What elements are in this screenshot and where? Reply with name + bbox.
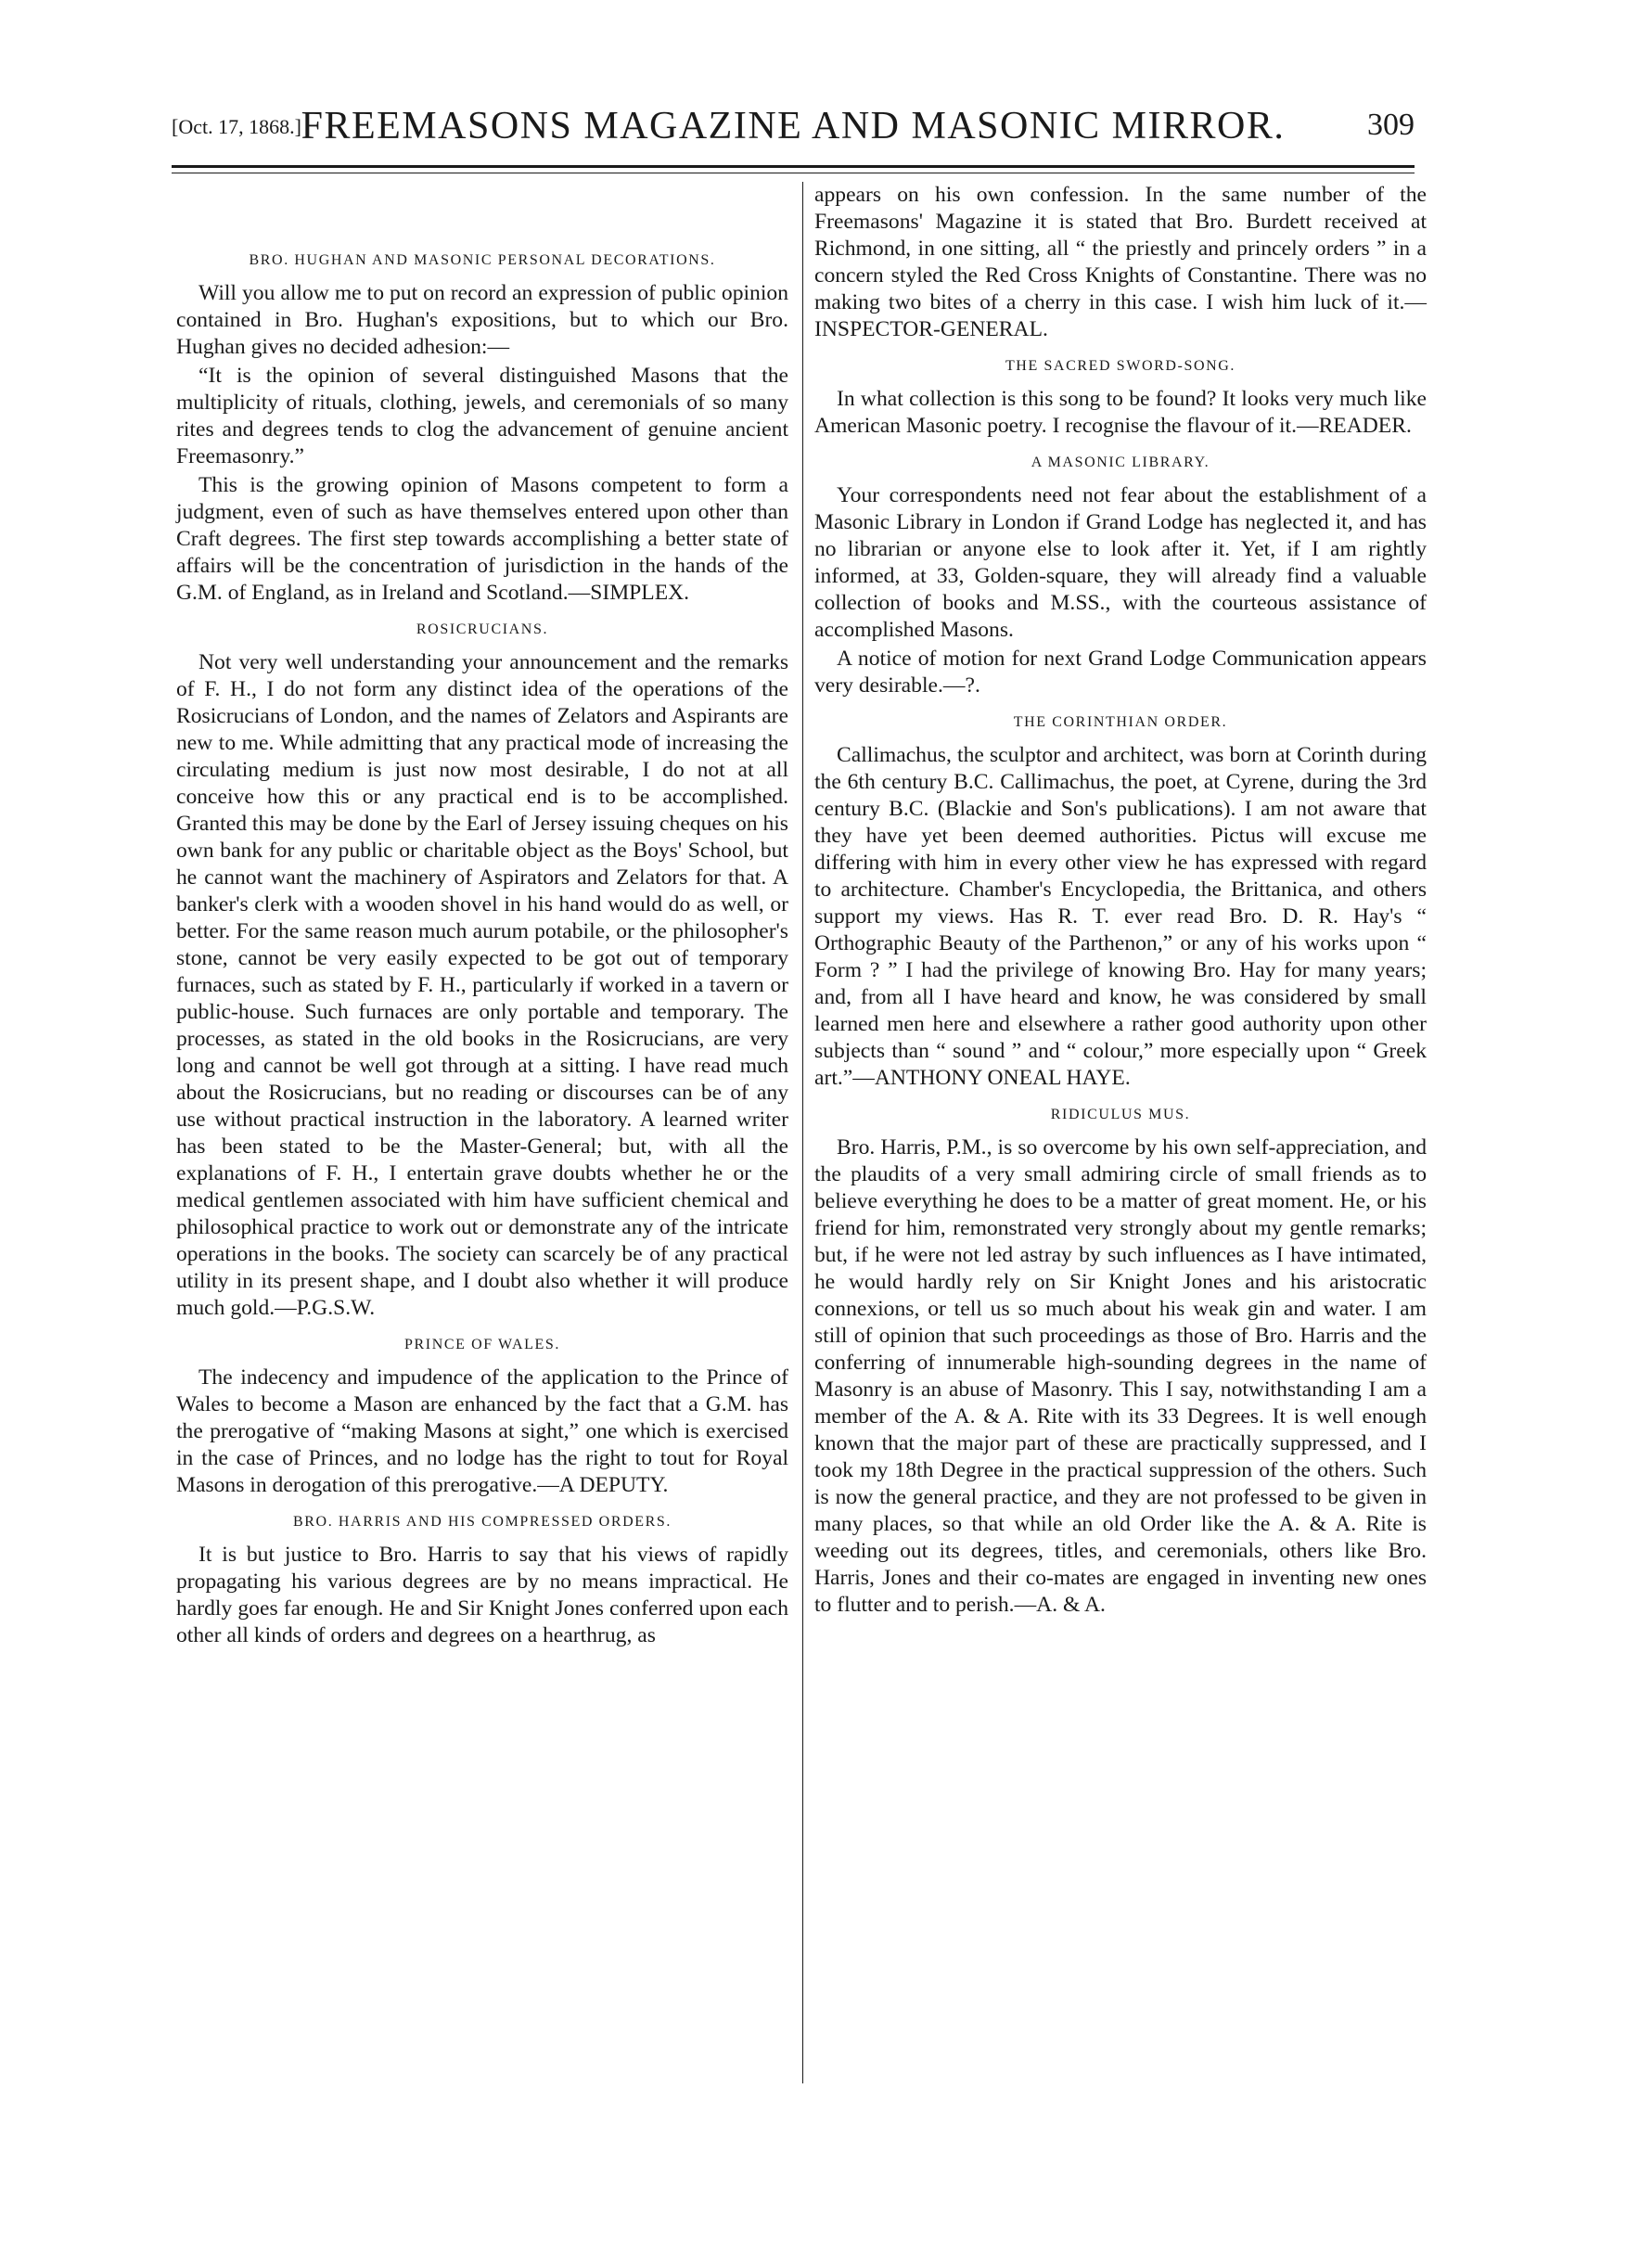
- publication-title: FREEMASONS MAGAZINE AND MASONIC MIRROR.: [301, 105, 1286, 147]
- article-paragraph: Your correspondents need not fear about the establishment of a Masonic Library in London if Grand Lodge has neglected it, and has no librarian or anyone else to look after it. Yet, if I am rightly informed, at 33, Golden-square, they will already find a valuable collection of books and M.SS., with the courteous assistance of accomplished Masons.: [814, 483, 1427, 642]
- article-heading: BRO. HARRIS AND HIS COMPRESSED ORDERS.: [293, 1514, 672, 1530]
- column-divider: [802, 182, 803, 2083]
- article-bro-harris-and-his-compressed-orders: [176, 1512, 788, 1649]
- article-the-sacred-sword-song: [814, 356, 1427, 440]
- article-heading: PRINCE OF WALES.: [404, 1337, 560, 1352]
- masthead-rule-thick: [172, 165, 1415, 168]
- article-paragraph: Will you allow me to put on record an expression of public opinion contained in Bro. Hughan's expositions, but to which our Bro. Hughan gives no decided adhesion:—: [176, 281, 788, 359]
- article-paragraph: The indecency and impudence of the application to the Prince of Wales to become a Mason are enhanced by the fact that a G.M. has the prerogative of “making Masons at sight,” one which is exercised in the case of Princes, and no lodge has the right to tout for Royal Masons in derogation of this prerogative.—A DEPUTY.: [176, 1365, 788, 1497]
- article-heading: A MASONIC LIBRARY.: [1031, 455, 1210, 470]
- article-paragraph: Not very well understanding your announcement and the remarks of F. H., I do not form any distinct idea of the operations of the Rosicrucians of London, and the names of Zelators and Aspirants are new to me. While admitting that any practical mode of increasing the circulating medium is just now most desirable, I do not at all conceive how this or any practical end is to be accomplished. Granted this may be done by the Earl of Jersey issuing cheques on his own bank for any public or charitable object as the Boys' School, but he cannot want the machinery of Aspirators and Zelators for that. A banker's clerk with a wooden shovel in his hand would do as well, or better. For the same reason much aurum potabile, or the philosopher's stone, cannot be very easily expected to be got out of temporary furnaces, such as stated by F. H., particularly if worked in a tavern or public-house. Such furnaces are only portable and temporary. The processes, as stated in the old books in the Rosicrucians, are very long and cannot be well got through at a sitting. I have read much about the Rosicrucians, but no reading or discourses can be of any use without practical instruction in the laboratory. A learned writer has been stated to be the Master-General; but, with all the explanations of F. H., I entertain grave doubts whether he or the medical gentlemen associated with him have sufficient chemical and philosophical practice to work out or demonstrate any of the intricate operations in the books. The society can scarcely be of any practical utility in its present shape, and I doubt also whether it will produce much gold.—P.G.S.W.: [176, 650, 788, 1320]
- article-the-corinthian-order: [814, 712, 1427, 1092]
- article-paragraph: appears on his own confession. In the same number of the Freemasons' Magazine it is stated that Bro. Burdett received at Richmond, in one sitting, all “ the priestly and princely orders ” in a concern styled the Red Cross Knights of Constantine. There was no making two bites of a cherry in this case. I wish him luck of it.—INSPECTOR-GENERAL.: [814, 183, 1427, 341]
- article-heading: BRO. HUGHAN AND MASONIC PERSONAL DECORATIONS.: [249, 252, 716, 268]
- page-number: 309: [1367, 108, 1415, 142]
- article-ridiculus-mus: [814, 1105, 1427, 1619]
- issue-date: [Oct. 17, 1868.]: [172, 115, 301, 138]
- article-bro-hughan-and-masonic-personal-decorations: [176, 250, 788, 607]
- article-prince-of-wales: [176, 1335, 788, 1499]
- left-column: [176, 182, 788, 1651]
- article-paragraph: Callimachus, the sculptor and architect, was born at Corinth during the 6th century B.C. Callimachus, the poet, at Cyrene, during the 3rd century B.C. (Blackie and Son's publications). I am not aware that they have yet been deemed authorities. Pictus will excuse me differing with him in every other view he has expressed with regard to architecture. Chamber's Encyclopedia, the Brittanica, and others support my views. Has R. T. ever read Bro. D. R. Hay's “ Orthographic Beauty of the Parthenon,” or any of his works upon “ Form ? ” I had the privilege of knowing Bro. Hay for many years; and, from all I have heard and know, he was considered by small learned men here and elsewhere a rather good authority upon other subjects than “ sound ” and “ colour,” more especially upon “ Greek art.”—ANTHONY ONEAL HAYE.: [814, 743, 1427, 1090]
- article-continued: [814, 182, 1427, 343]
- masthead: [172, 100, 1415, 152]
- article-heading: THE SACRED SWORD-SONG.: [1005, 358, 1236, 374]
- article-paragraph: A notice of motion for next Grand Lodge Communication appears very desirable.—?.: [814, 647, 1427, 698]
- article-paragraph: This is the growing opinion of Masons competent to form a judgment, even of such as have themselves entered upon other than Craft degrees. The first step towards accomplishing a better state of affairs will be the concentration of jurisdiction in the hands of the G.M. of England, as in Ireland and Scotland.—SIMPLEX.: [176, 473, 788, 605]
- article-a-masonic-library: [814, 453, 1427, 699]
- article-heading: ROSICRUCIANS.: [416, 621, 549, 637]
- article-heading: RIDICULUS MUS.: [1050, 1107, 1191, 1122]
- article-paragraph: In what collection is this song to be found? It looks very much like American Masonic poetry. I recognise the flavour of it.—READER.: [814, 387, 1427, 438]
- article-paragraph: It is but justice to Bro. Harris to say that his views of rapidly propagating his various degrees are by no means impractical. He hardly goes far enough. He and Sir Knight Jones conferred upon each other all kinds of orders and degrees on a hearthrug, as: [176, 1543, 788, 1647]
- article-paragraph: “It is the opinion of several distinguished Masons that the multiplicity of rituals, clothing, jewels, and ceremonials of so many rites and degrees tends to clog the advancement of genuine ancient Freemasonry.”: [176, 364, 788, 468]
- article-heading: THE CORINTHIAN ORDER.: [1013, 714, 1228, 730]
- right-column: [814, 182, 1427, 1621]
- article-rosicrucians: [176, 620, 788, 1322]
- article-paragraph: Bro. Harris, P.M., is so overcome by his own self-appreciation, and the plaudits of a very small admiring circle of small friends as to believe everything he does to be a matter of great moment. He, or his friend for him, remonstrated very strongly about my gentle remarks; but, if he were not led astray by such influences as I have intimated, he would hardly rely on Sir Knight Jones and his aristocratic connexions, or tell us so much about his weak gin and water. I am still of opinion that such proceedings as those of Bro. Harris and the conferring of innumerable high-sounding degrees in the name of Masonry is an abuse of Masonry. This I say, notwithstanding I am a member of the A. & A. Rite with its 33 Degrees. It is well enough known that the major part of these are practically suppressed, and I took my 18th Degree in the practical suppression of the others. Such is now the general practice, and they are not professed to be given in many places, so that while an old Order like the A. & A. Rite is weeding out its degrees, titles, and ceremonials, others like Bro. Harris, Jones and their co-mates are engaged in inventing new ones to flutter and to perish.—A. & A.: [814, 1135, 1427, 1617]
